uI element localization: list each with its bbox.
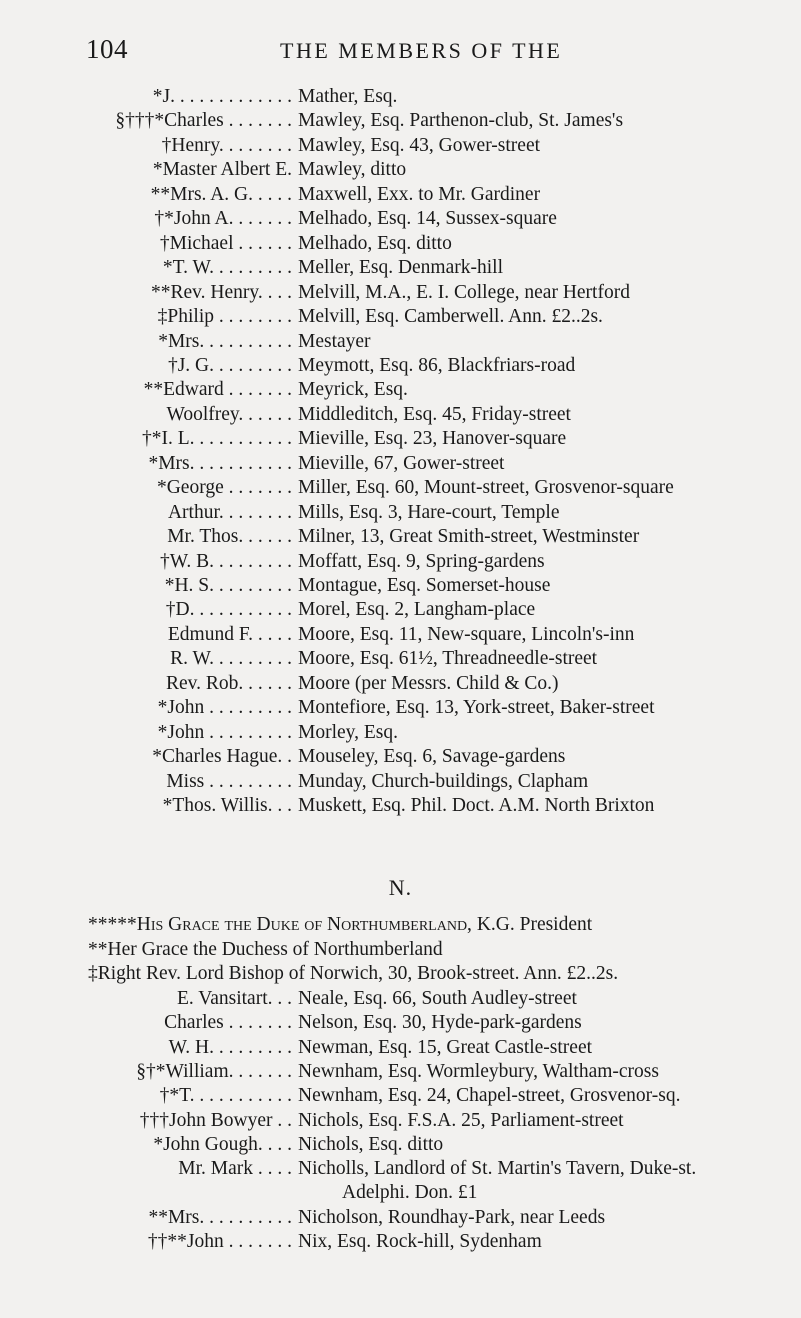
member-detail: Mieville, 67, Gower-street: [298, 452, 505, 474]
member-detail: Newnham, Esq. 24, Chapel-street, Grosvenor-sq.: [298, 1085, 681, 1107]
member-entry: [0, 453, 801, 477]
member-detail: Nix, Esq. Rock-hill, Sydenham: [298, 1231, 542, 1252]
member-entry: [0, 1207, 801, 1231]
member-name: R. W. . . . . . . . .: [170, 648, 292, 670]
member-entry: [0, 1231, 801, 1255]
member-entry: [0, 257, 801, 281]
member-detail: Moffatt, Esq. 9, Spring-gardens: [298, 550, 545, 572]
member-name: E. Vansitart. . .: [176, 988, 292, 1009]
member-detail: Miller, Esq. 60, Mount-street, Grosvenor-square: [298, 477, 674, 499]
member-name: †W. B. . . . . . . . .: [160, 550, 292, 572]
member-entry: [0, 233, 801, 257]
member-name: †Henry. . . . . . . .: [161, 134, 292, 156]
member-entry: [0, 722, 801, 746]
member-entry: [0, 648, 801, 672]
member-detail: Nelson, Esq. 30, Hyde-park-gardens: [298, 1012, 582, 1034]
member-entry: [0, 526, 801, 550]
member-entry: [0, 379, 801, 403]
member-name: *Master Albert E.: [152, 159, 292, 181]
member-name: Mr. Thos. . . . . .: [167, 526, 292, 548]
member-detail: Newman, Esq. 15, Great Castle-street: [298, 1036, 593, 1058]
member-detail: Mawley, ditto: [298, 159, 407, 181]
member-entry: [0, 404, 801, 428]
member-name: W. H. . . . . . . . .: [168, 1036, 292, 1058]
member-detail: Mather, Esq.: [298, 86, 398, 107]
member-detail: Montague, Esq. Somerset-house: [298, 575, 551, 596]
member-name: Edmund F. . . . .: [167, 623, 292, 645]
full-line-entry: ‡Right Rev. Lord Bishop of Norwich, 30, Brook-street. Ann. £2..2s.: [88, 963, 619, 984]
member-name: †††John Bowyer . .: [139, 1109, 292, 1131]
member-detail: Meller, Esq. Denmark-hill: [298, 257, 503, 279]
member-detail: Nicholls, Landlord of St. Martin's Tavern, Duke-st.: [298, 1158, 697, 1180]
member-name: †J. G. . . . . . . . .: [167, 354, 292, 376]
member-detail: Nicholson, Roundhay-Park, near Leeds: [298, 1206, 606, 1228]
member-detail: Meymott, Esq. 86, Blackfriars-road: [298, 354, 576, 376]
member-name: †*I. L. . . . . . . . . . .: [141, 428, 292, 450]
member-name: §†††*Charles . . . . . . .: [115, 110, 292, 132]
member-entry: [0, 673, 801, 697]
member-name: Mr. Mark . . . .: [178, 1158, 292, 1180]
member-detail: Morley, Esq.: [298, 721, 399, 743]
member-detail: Moore (per Messrs. Child & Co.): [298, 672, 559, 694]
member-name: Miss . . . . . . . . .: [166, 770, 292, 792]
member-name: **Mrs. . . . . . . . . .: [148, 1206, 292, 1228]
member-name: **Rev. Henry. . . .: [151, 281, 292, 303]
member-detail: Nichols, Esq. F.S.A. 25, Parliament-street: [298, 1109, 624, 1131]
member-name: **Edward . . . . . . .: [143, 379, 292, 401]
member-name: Rev. Rob. . . . . .: [165, 672, 292, 694]
member-name: Arthur. . . . . . . .: [167, 501, 292, 523]
member-name: Woolfrey. . . . . .: [166, 403, 292, 425]
member-detail: Munday, Church-buildings, Clapham: [298, 770, 589, 792]
member-detail: Morel, Esq. 2, Langham-place: [298, 599, 536, 621]
page-number: 104: [86, 34, 128, 64]
member-detail: Muskett, Esq. Phil. Doct. A.M. North Brixton: [298, 795, 655, 817]
president-prefix: *****: [88, 914, 137, 935]
member-detail: Mouseley, Esq. 6, Savage-gardens: [298, 746, 566, 768]
member-entry: [0, 331, 801, 355]
president-entry: [88, 914, 592, 936]
member-name: **Mrs. A. G. . . . .: [150, 183, 292, 205]
member-entry: [0, 1182, 801, 1206]
member-name: *Mrs. . . . . . . . . . .: [148, 452, 292, 474]
member-entry: [0, 697, 801, 721]
member-entry: [0, 428, 801, 452]
member-name: *J. . . . . . . . . . . . .: [152, 86, 292, 107]
member-detail: Melvill, Esq. Camberwell. Ann. £2..2s.: [298, 306, 603, 328]
full-line-entry: **Her Grace the Duchess of Northumberland: [88, 939, 443, 960]
member-name: §†*William. . . . . . .: [136, 1060, 292, 1082]
section-heading-n: N.: [388, 875, 413, 900]
member-entry: [0, 1085, 801, 1109]
member-name: *John Gough. . . .: [153, 1133, 292, 1155]
member-entry: [0, 306, 801, 330]
member-detail: Montefiore, Esq. 13, York-street, Baker-street: [298, 697, 655, 719]
member-entry: [0, 1037, 801, 1061]
member-detail: Mawley, Esq. 43, Gower-street: [298, 134, 541, 156]
member-detail: Middleditch, Esq. 45, Friday-street: [298, 403, 571, 425]
member-entry: [0, 795, 801, 819]
member-name: *H. S. . . . . . . . .: [164, 575, 292, 596]
member-detail: Adelphi. Don. £1: [342, 1182, 478, 1204]
member-detail: Moore, Esq. 11, New-square, Lincoln's-inn: [298, 623, 635, 645]
member-entry: [0, 746, 801, 770]
member-entry: [0, 599, 801, 623]
member-name: *Mrs. . . . . . . . . .: [158, 330, 292, 352]
member-entry: [0, 624, 801, 648]
member-detail: Mestayer: [298, 330, 371, 352]
member-entry: [0, 1134, 801, 1158]
member-name: *T. W. . . . . . . . .: [162, 257, 292, 279]
member-entry: [0, 771, 801, 795]
member-entry: [0, 184, 801, 208]
member-detail: Moore, Esq. 61½, Threadneedle-street: [298, 648, 598, 670]
member-name: *George . . . . . . .: [156, 477, 292, 499]
member-name: †Michael . . . . . .: [159, 232, 292, 254]
member-detail: Mawley, Esq. Parthenon-club, St. James's: [298, 110, 624, 132]
member-detail: Maxwell, Exx. to Mr. Gardiner: [298, 183, 541, 205]
member-detail: Neale, Esq. 66, South Audley-street: [298, 988, 577, 1009]
member-name: *Charles Hague. .: [152, 746, 292, 768]
member-entry: [0, 551, 801, 575]
member-entry: [0, 1158, 801, 1182]
member-name: Charles . . . . . . .: [164, 1012, 292, 1034]
member-name: *John . . . . . . . . .: [157, 697, 292, 719]
member-entry: [0, 208, 801, 232]
member-name: ††**John . . . . . . .: [147, 1231, 292, 1252]
member-entry: [0, 575, 801, 599]
page-header: [0, 34, 801, 68]
member-entry: [0, 282, 801, 306]
member-detail: Mieville, Esq. 23, Hanover-square: [298, 428, 567, 450]
member-entry: [0, 1061, 801, 1085]
member-name: ‡Philip . . . . . . . .: [157, 306, 292, 328]
member-name: *Thos. Willis. . .: [162, 795, 292, 817]
member-entry: [0, 110, 801, 134]
member-entry: [0, 502, 801, 526]
member-entry: [0, 477, 801, 501]
member-entry: [0, 1012, 801, 1036]
president-suffix: K.G. President: [471, 914, 593, 935]
member-name: *John . . . . . . . . .: [157, 721, 292, 743]
member-name: †*John A. . . . . . .: [154, 208, 292, 230]
member-detail: Mills, Esq. 3, Hare-court, Temple: [298, 501, 560, 523]
member-name: †D. . . . . . . . . . .: [165, 599, 292, 621]
member-detail: Melvill, M.A., E. I. College, near Hertford: [298, 281, 630, 303]
member-name: †*T. . . . . . . . . . .: [159, 1085, 292, 1107]
member-detail: Melhado, Esq. 14, Sussex-square: [298, 208, 557, 230]
member-detail: Newnham, Esq. Wormleybury, Waltham-cross: [298, 1060, 659, 1082]
member-entry: [0, 355, 801, 379]
member-detail: Nichols, Esq. ditto: [298, 1133, 444, 1155]
running-head: THE MEMBERS OF THE: [280, 38, 563, 63]
member-entry: [0, 86, 801, 110]
member-detail: Meyrick, Esq.: [298, 379, 408, 401]
president-title: His Grace the Duke of Northumberland,: [136, 914, 472, 935]
member-detail: Milner, 13, Great Smith-street, Westminster: [298, 526, 640, 548]
member-entry: [0, 135, 801, 159]
member-entry: [0, 1110, 801, 1134]
member-entry: [0, 159, 801, 183]
member-detail: Melhado, Esq. ditto: [298, 232, 452, 254]
member-entry: [0, 988, 801, 1012]
